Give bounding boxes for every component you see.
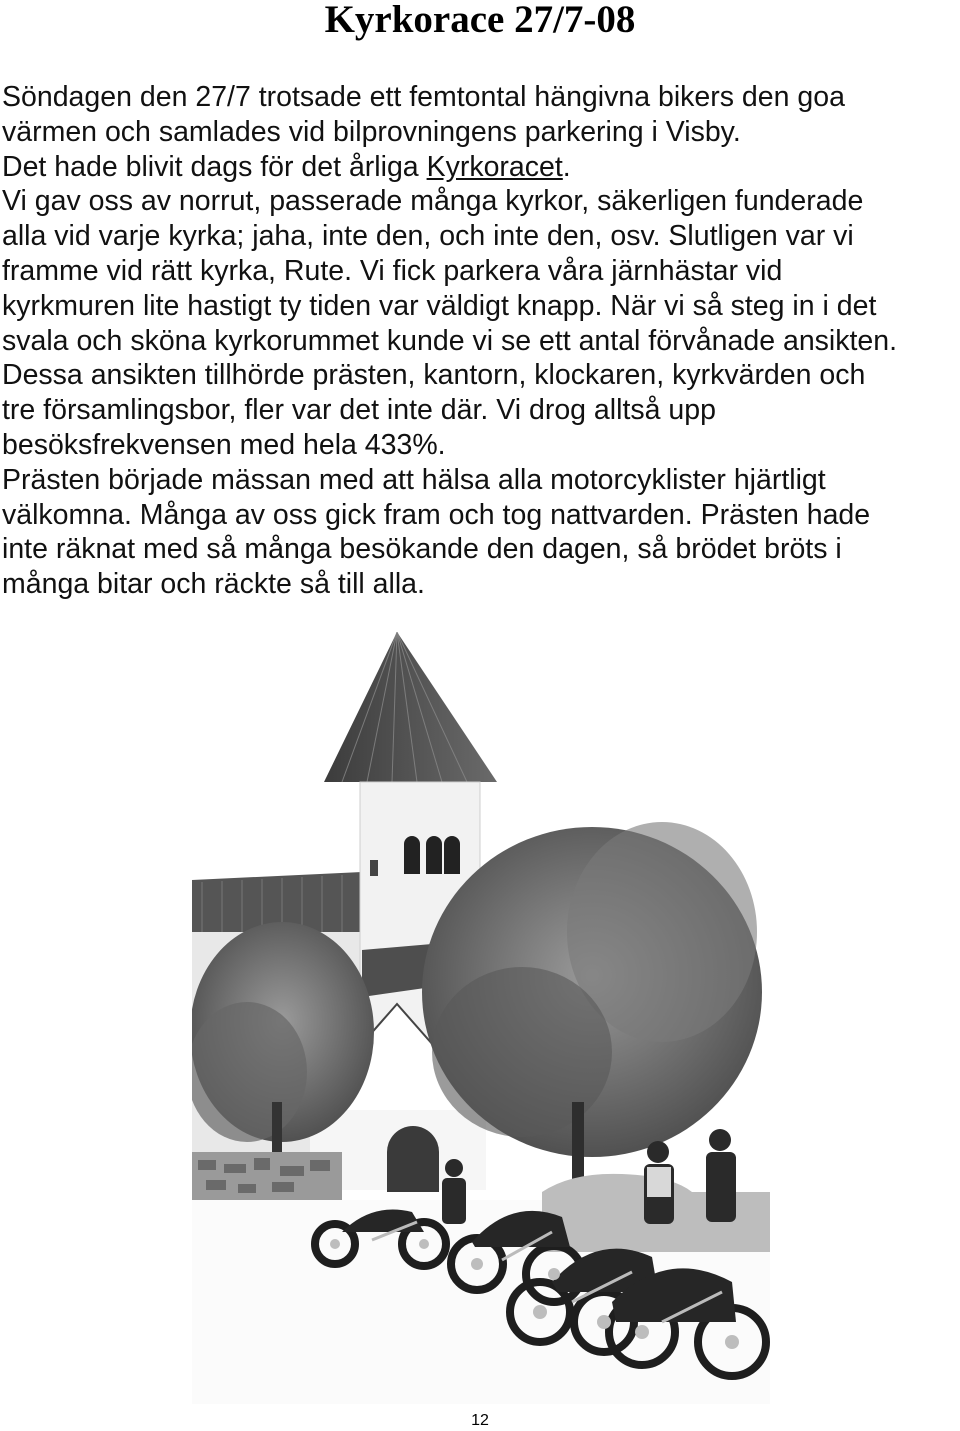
kyrkoracet-link[interactable]: Kyrkoracet xyxy=(426,150,563,183)
text-line: svala och sköna kyrkorummet kunde vi se ett antal förvånade ansikten. xyxy=(2,324,898,357)
text-line: välkomna. Många av oss gick fram och tog nattvarden. Prästen hade xyxy=(2,498,871,531)
text-line-start: Det hade blivit dags för det årliga xyxy=(2,150,427,183)
text-line: Prästen började mässan med att hälsa alla motorcyklister hjärtligt xyxy=(2,463,826,496)
text-line: besöksfrekvensen med hela 433%. xyxy=(2,428,446,461)
page-number: 12 xyxy=(471,1412,489,1429)
text-line: alla vid varje kyrka; jaha, inte den, och inte den, osv. Slutligen var vi xyxy=(2,220,854,253)
text-line xyxy=(2,150,960,185)
text-line: många bitar och räckte så till alla. xyxy=(2,568,425,601)
text-line-end: . xyxy=(562,150,571,183)
text-line: inte räknat med så många besökande den dagen, så brödet bröts i xyxy=(2,533,842,566)
text-line: framme vid rätt kyrka, Rute. Vi fick parkera våra järnhästar vid xyxy=(2,254,783,287)
page-title: Kyrkorace 27/7-08 xyxy=(324,0,636,41)
text-line: Vi gav oss av norrut, passerade många kyrkor, säkerligen funderade xyxy=(2,185,864,218)
text-line: kyrkmuren lite hastigt ty tiden var väldigt knapp. När vi så steg in i det xyxy=(2,289,877,322)
text-line: Söndagen den 27/7 trotsade ett femtontal hängivna bikers den goa xyxy=(2,81,845,113)
text-line: värmen och samlades vid bilprovningens parkering i Visby. xyxy=(2,115,741,148)
text-line: tre församlingsbor, fler var det inte där. Vi drog alltså upp xyxy=(2,394,716,427)
text-line: Dessa ansikten tillhörde prästen, kantorn, klockaren, kyrkvärden och xyxy=(2,359,866,392)
church-motorcycles-photo xyxy=(192,632,770,1404)
article-body xyxy=(2,80,960,602)
